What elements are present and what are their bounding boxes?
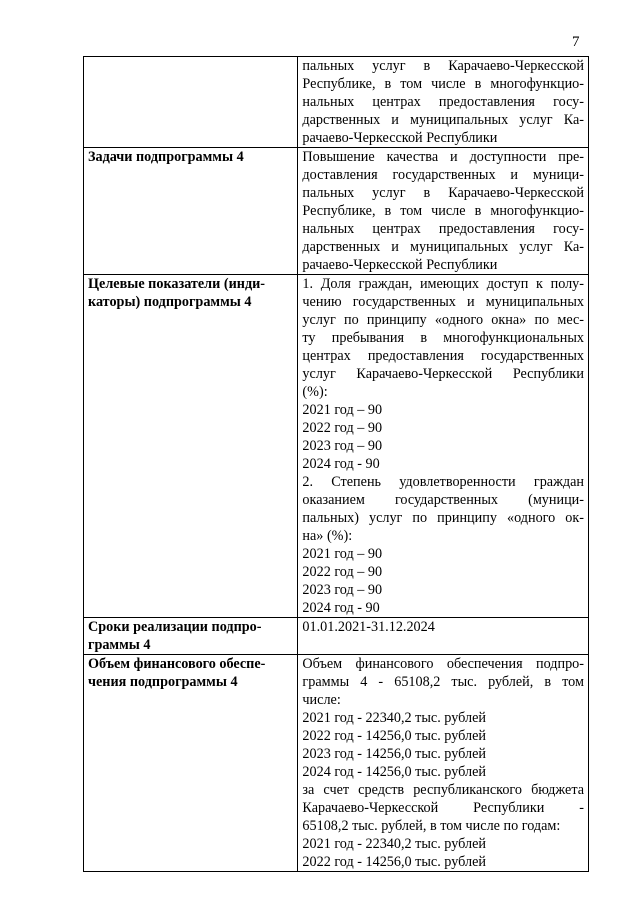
row-value-line: пальных услуг в Карачаево-Черкесской xyxy=(302,185,584,201)
row-value-line: 1. Доля граждан, имеющих доступ к полу- xyxy=(302,276,584,292)
row-value-line: 2021 год - 22340,2 тыс. рублей xyxy=(302,836,486,852)
row-value-line: услуг Карачаево-Черкесской Республики xyxy=(302,366,584,382)
row-value-line: за счет средств республиканского бюджета xyxy=(302,782,584,798)
row-value-line: 2023 год – 90 xyxy=(302,582,383,598)
row-value-line: на» (%): xyxy=(302,528,353,544)
row-label-line: каторы) подпрограммы 4 xyxy=(88,294,252,310)
row-label-line: Объем финансового обеспе- xyxy=(88,656,266,672)
row-value-line: 2022 год – 90 xyxy=(302,420,383,436)
row-value-line: Повышение качества и доступности пре- xyxy=(302,149,584,165)
passport-row xyxy=(84,655,589,872)
row-label-line: Сроки реализации подпро- xyxy=(88,619,262,635)
row-label-cell xyxy=(84,655,298,872)
row-value-line: пальных услуг в Карачаево-Черкесской xyxy=(302,58,584,74)
row-value-line: Республике, в том числе в многофункцио- xyxy=(302,76,584,92)
passport-row xyxy=(84,618,589,655)
row-value-line: 2023 год – 90 xyxy=(302,438,383,454)
row-value-line: 2024 год - 90 xyxy=(302,456,380,472)
row-label-cell xyxy=(84,275,298,618)
row-value-line: пальных) услуг по принципу «одного ок- xyxy=(302,510,584,526)
row-value-line: нальных центрах предоставления госу- xyxy=(302,221,584,237)
row-value-line: 2024 год - 14256,0 тыс. рублей xyxy=(302,764,486,780)
passport-row xyxy=(84,57,589,148)
row-label-cell xyxy=(84,148,298,275)
passport-row xyxy=(84,275,589,618)
row-value-line: ту пребывания в многофункциональных xyxy=(302,330,584,346)
row-value-line: рачаево-Черкесской Республики xyxy=(302,257,498,273)
row-value-line: 2022 год - 14256,0 тыс. рублей xyxy=(302,728,486,744)
row-label-cell xyxy=(84,57,298,148)
row-value-line: 2021 год - 22340,2 тыс. рублей xyxy=(302,710,486,726)
passport-table-body xyxy=(84,57,589,872)
row-label-line: граммы 4 xyxy=(88,637,151,653)
row-value-line: 01.01.2021-31.12.2024 xyxy=(302,619,435,635)
row-value-line: 2021 год – 90 xyxy=(302,402,383,418)
row-label-line: Целевые показатели (инди- xyxy=(88,276,266,292)
row-value-cell xyxy=(298,275,589,618)
row-value-cell xyxy=(298,57,589,148)
row-value-line: (%): xyxy=(302,384,328,400)
row-value-line: оказанием государственных (муници- xyxy=(302,492,584,508)
row-value-cell xyxy=(298,655,589,872)
row-value-line: нальных центрах предоставления госу- xyxy=(302,94,584,110)
row-value-line: услуг по принципу «одного окна» по мес- xyxy=(302,312,584,328)
row-value-line: чению государственных и муниципальных xyxy=(302,294,584,310)
row-value-line: Карачаево-Черкесской Республики - xyxy=(302,800,584,816)
row-label-cell xyxy=(84,618,298,655)
row-value-line: Объем финансового обеспечения подпро- xyxy=(302,656,584,672)
row-value-line: дарственных и муниципальных услуг Ка- xyxy=(302,239,584,255)
row-value-line: 2023 год - 14256,0 тыс. рублей xyxy=(302,746,486,762)
row-label-line: Задачи подпрограммы 4 xyxy=(88,149,244,165)
row-value-cell xyxy=(298,148,589,275)
row-value-line: 65108,2 тыс. рублей, в том числе по годам: xyxy=(302,818,561,834)
row-value-line: дарственных и муниципальных услуг Ка- xyxy=(302,112,584,128)
row-value-line: граммы 4 - 65108,2 тыс. рублей, в том xyxy=(302,674,584,690)
row-value-line: Республике, в том числе в многофункцио- xyxy=(302,203,584,219)
row-value-line: 2022 год - 14256,0 тыс. рублей xyxy=(302,854,486,870)
row-value-line: доставления государственных и муници- xyxy=(302,167,584,183)
page-number: 7 xyxy=(572,34,580,50)
row-value-line: 2022 год – 90 xyxy=(302,564,383,580)
row-value-cell xyxy=(298,618,589,655)
row-value-line: 2021 год – 90 xyxy=(302,546,383,562)
row-value-line: числе: xyxy=(302,692,341,708)
passport-row xyxy=(84,148,589,275)
row-value-line: центрах предоставления государственных xyxy=(302,348,584,364)
row-value-line: 2. Степень удовлетворенности граждан xyxy=(302,474,584,490)
row-label-line: чения подпрограммы 4 xyxy=(88,674,238,690)
row-value-line: 2024 год - 90 xyxy=(302,600,380,616)
row-value-line: рачаево-Черкесской Республики xyxy=(302,130,498,146)
subprogram-passport-table xyxy=(83,56,589,872)
